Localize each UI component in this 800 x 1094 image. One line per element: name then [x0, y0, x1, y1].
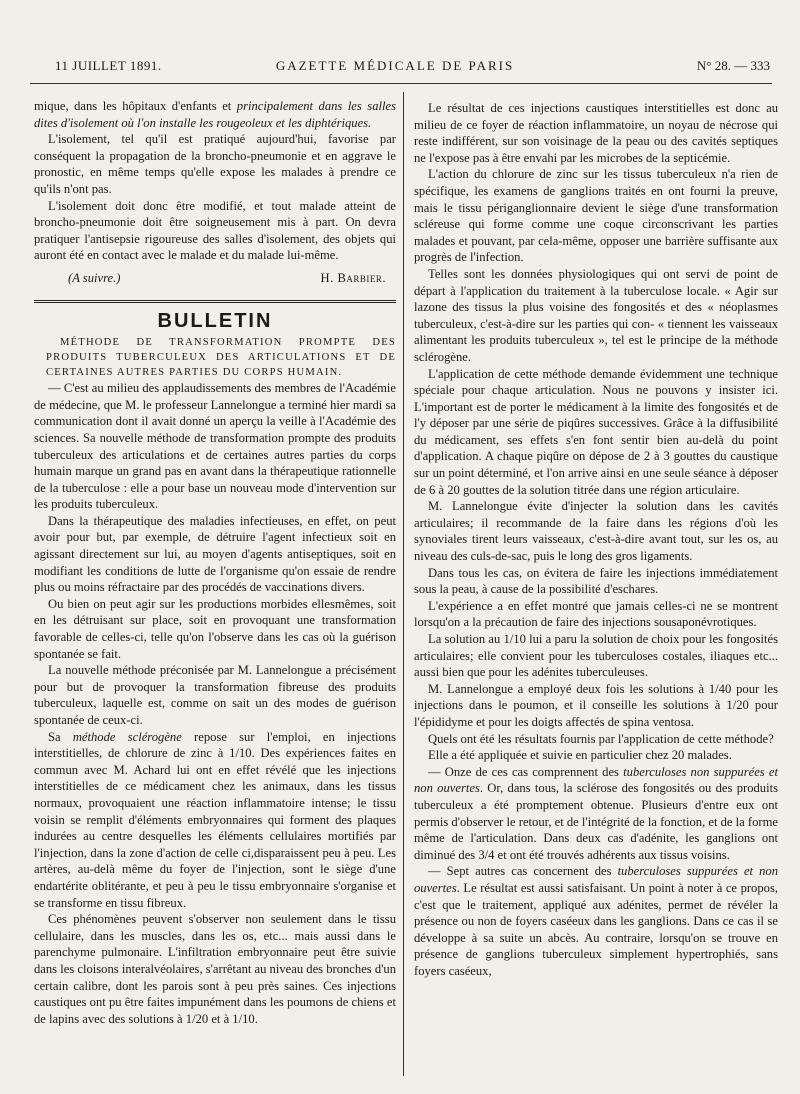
paragraph: Sa méthode sclérogène repose sur l'emploi, en injections interstitielles, de chlorure de zinc à 1/10. Des expériences faites en commun avec M. Achard lui ont en effet révélé que les injections interstitielles de ce médicament chez les animaux, dans les tissus normaux, provoquaient une réaction inflammatoire intense; le tissu voisin se remplit d'éléments embryonnaires qui forment des plaques indurées au centre desquelles les éléments cellulaires mortifiés par l'injection, dans la zone d'action de celle ci,disparaissent peu à peu. Les artères, au-delà même du foyer de l'injection, sont le siège d'une endartérite oblitérante, et peu à peu le tissu embryonnaire s'organise et se transforme en tissu fibreux. — [34, 729, 396, 910]
section-heading: BULLETIN — [157, 309, 273, 332]
paragraph: — Onze de ces cas comprennent des tuberculoses non suppurées et non ouvertes. Or, dans tous, la sclérose des fongosités ou des produits tuberculeux a été promptement obtenue. Plusieurs d'entre eux ont permis d'observer le retour, et de l'intégrité de la fonction, et de la forme même de l'articulation. Dans deux cas d'adénite, les ganglions ont diminué des 3/4 et ont été trouvés adhérents aux tissus voisins. — [414, 764, 779, 862]
paragraph: Le résultat de ces injections caustiques interstitielles est donc au milieu de ce foyer de réaction inflammatoire, un noyau de nécrose qui reste indifférent, sur son voisinage de la peau ou des cavités septiques ne l'expose pas à être envahi par les microbes de la septicémie. — [414, 101, 778, 165]
signature-line — [34, 264, 396, 293]
paragraph: L'action du chlorure de zinc sur les tissus tuberculeux n'a rien de spécifique, les examens de ganglions traités en ont fourni la preuve, mais le tissu périganglionnaire devient le siège d'une transformation scléreuse qui forme comme une coque circonscrivant les parties malades et pouvant, par cela-même, opposer une barrière suffisante aux progrès de l'infection. — [414, 167, 778, 265]
article-title: MÉTHODE DE TRANSFORMATION PROMPTE DES PRODUITS TUBERCULEUX DES ARTICULATIONS ET DE CERTAINES AUTRES PARTIES DU CORPS HUMAIN. — [46, 337, 396, 379]
paragraph: L'isolement, tel qu'il est pratiqué aujourd'hui, favorise par conséquent la propagation de la broncho-pneumonie et en aggrave le pronostic, en même temps qu'elle expose les malades à prendre ce qu'ils n'ont pas. — [34, 132, 396, 196]
paragraph: Ces phénomènes peuvent s'observer non seulement dans le tissu cellulaire, dans les muscles, dans les os, etc... mais aussi dans le parenchyme pulmonaire. L'infiltration embryonnaire peut être suivie dans les cloisons interalvéolaires, s'arrêtant au niveau des bronches d'un certain calibre, dont les parois sont à peu près saines. Ces injections caustiques ont pu être faites impunément dans les poumons de chiens et de lapins avec des solutions à 1/20 et à 1/10. — [34, 912, 396, 1026]
paragraph: Dans tous les cas, on évitera de faire les injections immédiatement sous la peau, à cause de la possibilité d'eschares. — [414, 565, 778, 597]
paragraph: Elle a été appliquée et suivie en particulier chez 20 malades. — [428, 748, 732, 763]
to-be-continued: (A suivre.) — [68, 270, 121, 285]
paragraph: M. Lannelongue a employé deux fois les solutions à 1/40 pour les injections dans le poumon, et il conseille les solutions à 1/20 pour l'épididyme et pour les doigts affectés de spina ventosa. — [414, 681, 778, 729]
paragraph: L'application de cette méthode demande évidemment une technique spéciale pour chaque articulation. Nous ne pouvons y insister ici. L'important est de porter le médicament à la limite des fongosités et de l'y déposer par une série de piqûres successives. Grâce à la diffusibilité du médicament, ses effets s'en font sentir bien au-delà du point d'application. A chaque piqûre on dépose de 2 à 3 gouttes du caustique sur un point déterminé, et l'on arrive ainsi en une seule séance à déposer de 6 à 20 gouttes de la solution titrée dans une région articulaire. — [414, 366, 778, 497]
issue-page-number: N° 28. — 333 — [696, 58, 770, 73]
paragraph: M. Lannelongue évite d'injecter la solution dans les cavités articulaires; il recommande de la faire dans les régions d'où les synoviales tirent leurs vaisseaux, c'est-à-dire avant tout, sur les os, au niveau des culs-de-sac, puis le long des gros ligaments. — [414, 499, 778, 564]
column-rule — [403, 92, 404, 1076]
paragraph: mique, dans les hôpitaux d'enfants et principalement dans les salles dites d'isolement où l'on installe les rougeoleux et les diphtériques. — [34, 99, 396, 130]
left-column — [34, 98, 396, 1027]
section-divider — [34, 300, 396, 303]
paragraph: Quels ont été les résultats fournis par l'application de cette méthode? — [428, 731, 774, 746]
paragraph: La nouvelle méthode préconisée par M. Lannelongue a précisément pour but de provoquer la transformation fibreuse des produits tuberculeux, laquelle est, comme on sait un des modes de guérison spontanée de ceux-ci. — [34, 663, 396, 727]
paragraph: L'isolement doit donc être modifié, et tout malade atteint de broncho-pneumonie doit être soigneusement mis à part. On devra pratiquer l'antisepsie rigoureuse des salles d'isolement, des objets qui auront été en contact avec le malade et du malade lui-même. — [34, 198, 396, 263]
author-name: H. Barbier. — [320, 270, 386, 285]
paragraph: L'expérience a en effet montré que jamais celles-ci ne se montrent lorsqu'on a la précaution de faire des injections sousaponévrotiques. — [414, 598, 778, 630]
right-column — [414, 100, 778, 979]
paragraph: Dans la thérapeutique des maladies infectieuses, en effet, on peut avoir pour but, par exemple, de détruire l'agent infectieux soit en agissant directement sur lui, au moyen d'agents antiseptiques, soit en modifiant les conditions de lutte de l'organisme qu'on essaie de rendre plus ou moins réfractaire par des procédés de vaccinations divers. — [34, 513, 396, 595]
page-header — [20, 58, 770, 80]
paragraph: Telles sont les données physiologiques qui ont servi de point de départ à l'application du traitement à la tuberculose locale. « Agir sur lazone des tissus la plus voisine des fongosités et des « néoplasmes tuberculeux, c'est-à-dire sur les parties qui con- « tiennent les vaisseaux alimentant les produits tuberculeux », tel est le principe de la méthode sclérogène. — [414, 266, 778, 364]
header-rule — [30, 83, 772, 84]
paragraph: Ou bien on peut agir sur les productions morbides ellesmêmes, soit en les détruisant sur place, soit en provoquant une transformation favorable de celles-ci, telle qu'on l'observe dans les cas où la guérison spontanée se fait. — [34, 596, 396, 661]
issue-date: 11 JUILLET 1891. — [55, 58, 162, 73]
journal-title: GAZETTE MÉDICALE DE PARIS — [275, 58, 515, 73]
paragraph: — C'est au milieu des applaudissements des membres de l'Académie de médecine, que M. le professeur Lannelongue a terminé hier mardi sa communication dont il avait donné un aperçu la veille à l'Académie des sciences. Sa nouvelle méthode de transformation prompte des produits tuberculeux des articulations et de certaines autres parties du corps humain marque un grand pas en avant dans la thérapeutique rationnelle de la tuberculose : elle a pour base un nouveau mode d'intervention sur les produits tuberculeux. — [34, 381, 396, 512]
paragraph: La solution au 1/10 lui a paru la solution de choix pour les fongosités articulaires; elle convient pour les tuberculoses costales, iliaques etc... aussi bien que pour les adénites tuberculeuses. — [414, 632, 778, 680]
paragraph: — Sept autres cas concernent des tuberculoses suppurées et non ouvertes. Le résultat est aussi satisfaisant. Un point à noter à ce propos, c'est que le traitement, appliqué aux adénites, permet de révéler la présence ou non de foyers caséeux dans les ganglions. Dans ce cas il se développe à sa suite un abcès. Au contraire, lorsqu'on se trouve en présence de ganglions tuberculeux simplement hypertrophiés, sans foyers caséeux, — [414, 864, 778, 978]
